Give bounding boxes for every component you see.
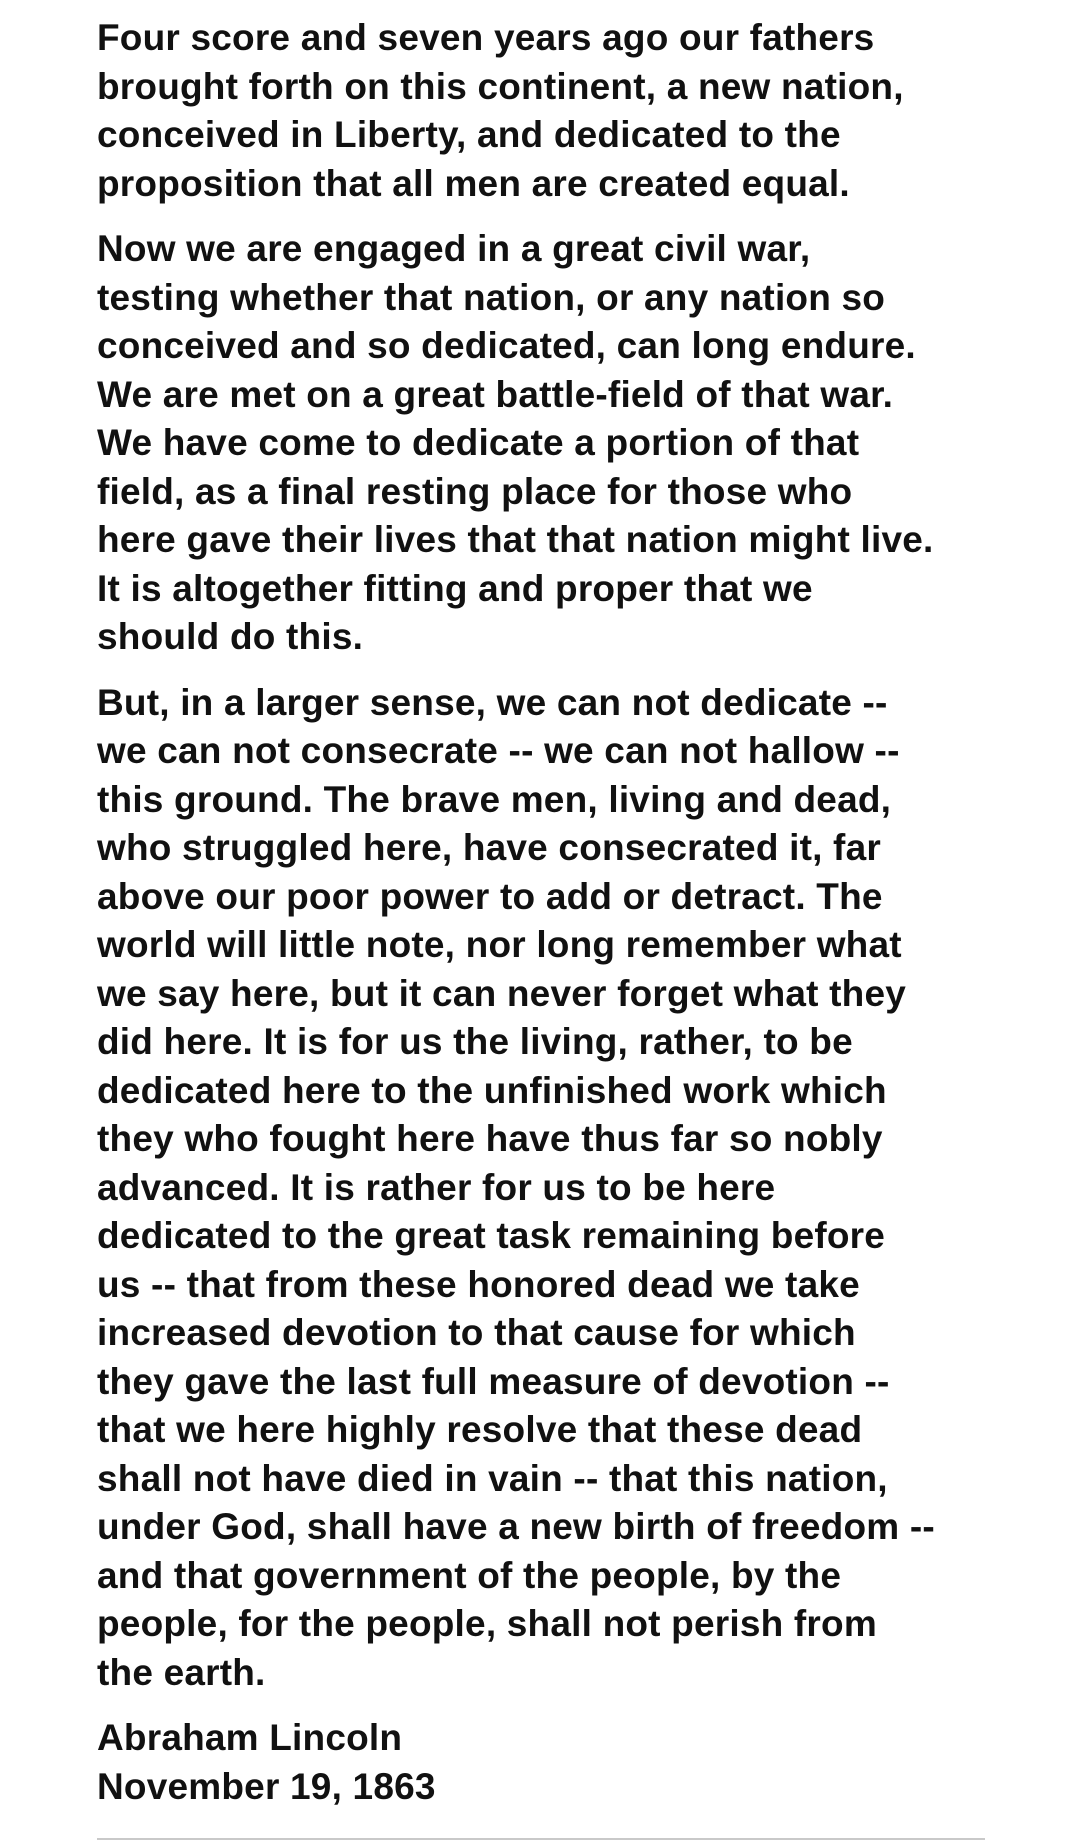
text-line: conceived in Liberty, and dedicated to the [97, 114, 841, 155]
text-line: they who fought here have thus far so nobly [97, 1118, 883, 1159]
paragraph-3 [97, 679, 997, 1698]
text-line: and that government of the people, by the [97, 1554, 842, 1596]
text-line: we can not consecrate -- we can not hallow -- [97, 730, 900, 771]
text-line: this ground. The brave men, living and dead, [97, 778, 892, 820]
text-line: conceived and so dedicated, can long endure. [97, 325, 916, 366]
bottom-divider [97, 1838, 985, 1840]
text-line: world will little note, nor long remember what [97, 924, 902, 965]
speech-document [97, 14, 997, 1828]
text-line: testing whether that nation, or any nation so [97, 276, 886, 318]
text-line: But, in a larger sense, we can not dedicate -- [97, 681, 888, 723]
text-line: Now we are engaged in a great civil war, [97, 228, 811, 269]
speech-date: November 19, 1863 [97, 1765, 436, 1807]
author-name: Abraham Lincoln [97, 1717, 403, 1758]
text-line: the earth. [97, 1651, 266, 1693]
text-line: increased devotion to that cause for which [97, 1312, 856, 1353]
text-line: Four score and seven years ago our fathers [97, 17, 875, 58]
text-line: We are met on a great battle-field of that war. [97, 373, 894, 415]
text-line: brought forth on this continent, a new nation, [97, 65, 904, 107]
signature-block [97, 1714, 997, 1811]
text-line: people, for the people, shall not perish from [97, 1603, 877, 1644]
text-line: dedicated to the great task remaining before [97, 1215, 886, 1256]
text-line: field, as a final resting place for those who [97, 470, 853, 512]
text-line: should do this. [97, 616, 364, 657]
text-line: did here. It is for us the living, rather, to be [97, 1021, 853, 1062]
text-line: above our poor power to add or detract. The [97, 875, 883, 917]
text-line: us -- that from these honored dead we take [97, 1263, 860, 1305]
text-line: they gave the last full measure of devotion -- [97, 1360, 890, 1402]
text-line: under God, shall have a new birth of freedom -- [97, 1506, 935, 1547]
text-line: We have come to dedicate a portion of that [97, 422, 860, 463]
text-line: advanced. It is rather for us to be here [97, 1166, 776, 1208]
text-line: who struggled here, have consecrated it, far [97, 827, 881, 868]
paragraph-2 [97, 225, 997, 662]
text-line: shall not have died in vain -- that this nation, [97, 1457, 888, 1499]
text-line: here gave their lives that that nation might live. [97, 519, 934, 560]
text-line: we say here, but it can never forget what they [97, 972, 907, 1014]
text-line: proposition that all men are created equal. [97, 162, 850, 204]
text-line: It is altogether fitting and proper that we [97, 567, 813, 609]
paragraph-1 [97, 14, 997, 208]
text-line: that we here highly resolve that these dead [97, 1409, 863, 1450]
text-line: dedicated here to the unfinished work which [97, 1069, 887, 1111]
